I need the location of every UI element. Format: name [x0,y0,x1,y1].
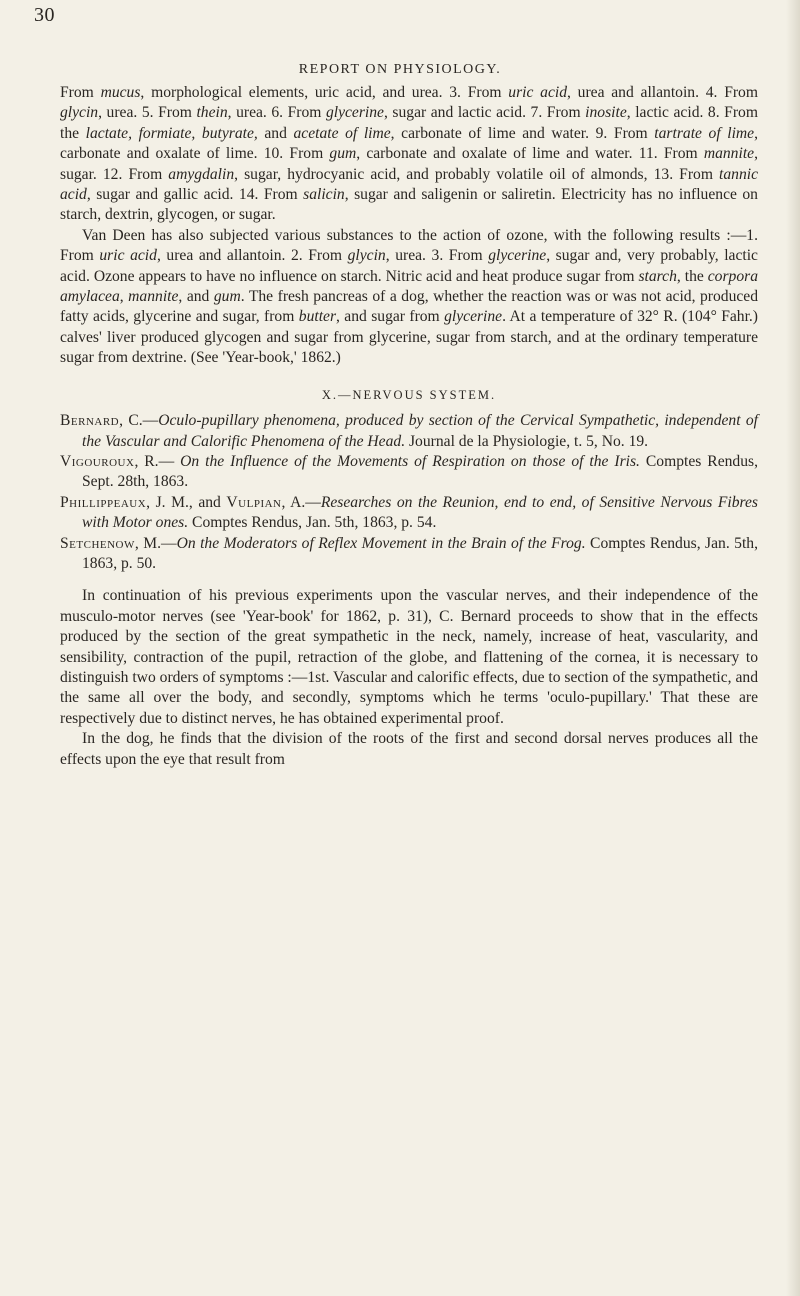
paragraph-ozone-results: Van Deen has also subjected various substances to the action of ozone, with the following results :—1. From uric acid, urea and allantoin. 2. From glycin, urea. 3. From glycerine, sugar and, very probably, lactic acid. Ozone appears to have no influence on starch. Nitric acid and heat produce sugar from starch, the corpora amylacea, mannite, and gum. The fresh pancreas of a dog, whether the reaction was or was not acid, produced fatty acids, glycerine and sugar, from butter, and sugar from glycerine. At a temperature of 32° R. (104° Fahr.) calves' liver produced glycogen and sugar from glycerine, sugar from starch, and at the ordinary temperature sugar from dextrine. (See 'Year-book,' 1862.) [60,226,759,367]
reference-item: Setchenow, M.—On the Moderators of Reflex Movement in the Brain of the Frog. Comptes Rendus, Jan. 5th, 1863, p. 50. [60,534,759,572]
paragraph-bernard-continuation: In continuation of his previous experiments upon the vascular nerves, and their independence of the musculo-motor nerves (see 'Year-book' for 1862, p. 31), C. Bernard proceeds to show that in the effects produced by the section of the great sympathetic in the neck, namely, increase of heat, vascularity, and sensibility, contraction of the pupil, retraction of the globe, and flattening of the cornea, it is necessary to distinguish two orders of symptoms :—1st. Vascular and calorific effects, due to section of the sympathetic, and the same all over the body, and secondly, symptoms which he terms 'oculo-pupillary.' That these are respectively due to distinct nerves, he has obtained experimental proof. [60,587,758,727]
reference-item: Phillippeaux, J. M., and Vulpian, A.—Researches on the Reunion, end to end, of Sensitive Nervous Fibres with Motor ones. Comptes Rendus, Jan. 5th, 1863, p. 54. [60,493,758,532]
paragraph-oxidation-results: From mucus, morphological elements, uric acid, and urea. 3. From uric acid, urea and allantoin. 4. From glycin, urea. 5. From thein, urea. 6. From glycerine, sugar and lactic acid. 7. From inosite, lactic acid. 8. From the lactate, formiate, butyrate, and acetate of lime, carbonate of lime and water. 9. From tartrate of lime, carbonate and oxalate of lime. 10. From gum, carbonate and oxalate of lime and water. 11. From mannite, sugar. 12. From amygdalin, sugar, hydrocyanic acid, and probably volatile oil of almonds, 13. From tannic acid, sugar and gallic acid. 14. From salicin, sugar and saligenin or saliretin. Electricity has no influence on starch, dextrin, glycogen, or sugar. [60,84,759,224]
paragraph-dog-experiment: In the dog, he finds that the division of the roots of the first and second dorsal nerves produces all the effects upon the eye that result from [60,730,758,768]
page-edge-shadow [786,0,800,1296]
page-body [60,83,758,770]
running-title: REPORT ON PHYSIOLOGY. [298,62,502,77]
section-heading: X.—NERVOUS SYSTEM. [321,387,497,402]
reference-list [60,411,758,574]
reference-item: Vigouroux, R.— On the Influence of the Movements of Respiration on those of the Iris. Comptes Rendus, Sept. 28th, 1863. [60,452,758,491]
page-number: 30 [34,4,55,26]
reference-item: Bernard, C.—Oculo-pupillary phenomena, produced by section of the Cervical Sympathetic, independent of the Vascular and Calorific Phenomena of the Head. Journal de la Physiologie, t. 5, No. 19. [60,412,758,450]
